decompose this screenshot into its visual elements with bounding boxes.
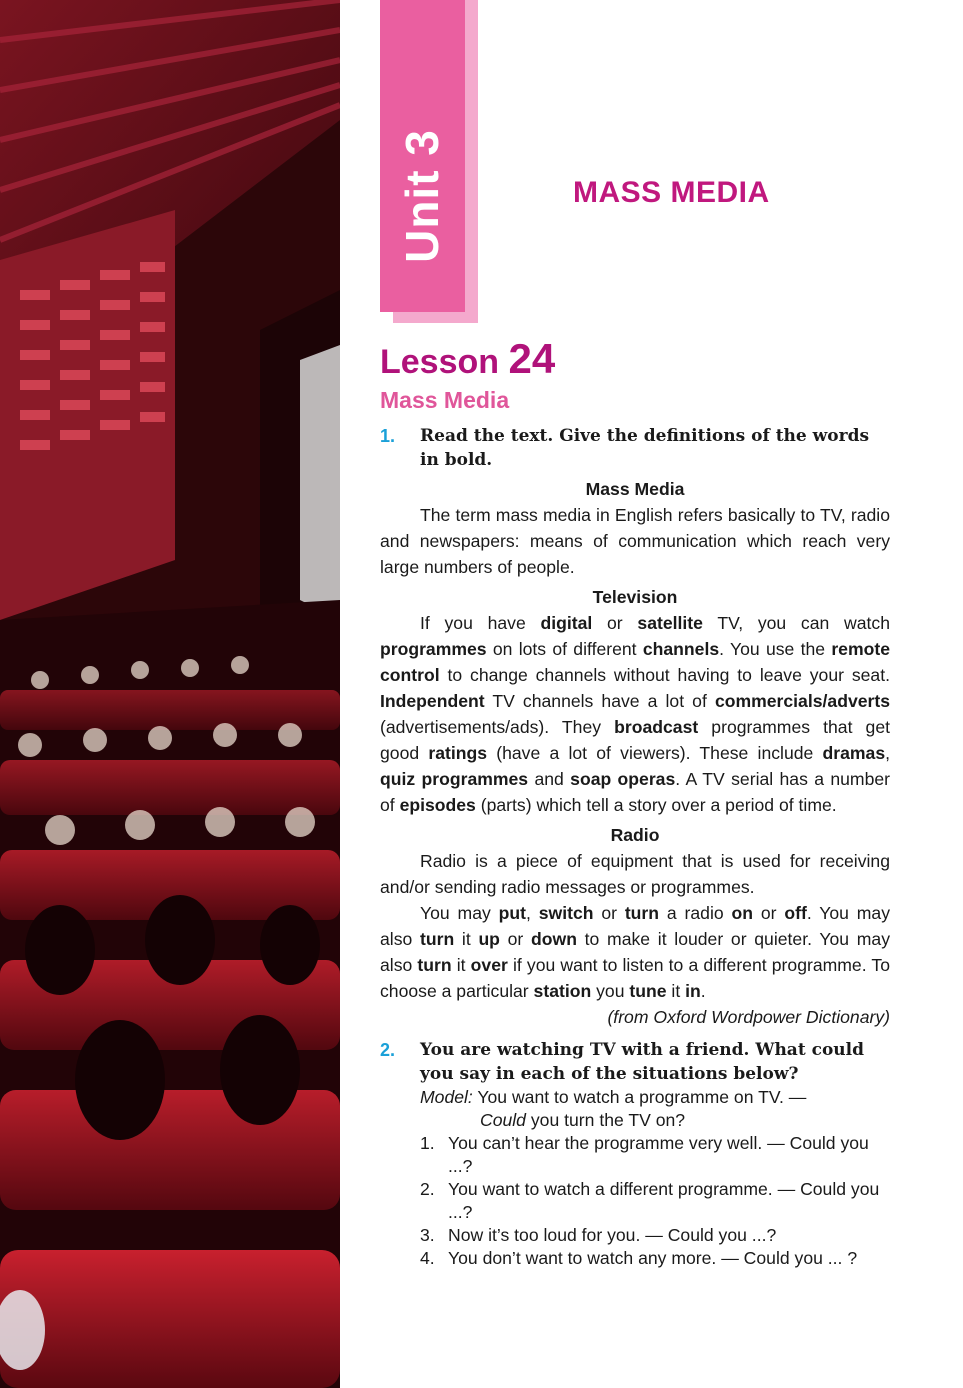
bold-term: down xyxy=(531,929,577,949)
cinema-illustration xyxy=(0,0,340,1388)
item-number: 1. xyxy=(420,1133,435,1153)
bold-term: channels xyxy=(642,639,720,659)
bold-term: Independent xyxy=(380,691,485,711)
list-item xyxy=(420,1247,890,1270)
task-number: 1. xyxy=(380,426,396,446)
lesson-heading xyxy=(380,335,555,383)
model-answer: you turn the TV on? xyxy=(525,1110,686,1130)
item-text: You want to watch a different programme. — Could you ...? xyxy=(448,1179,880,1222)
bold-term: episodes xyxy=(399,795,476,815)
bold-term: dramas xyxy=(822,743,886,763)
model-could: Could xyxy=(480,1110,526,1130)
bold-term: in xyxy=(685,981,701,1001)
lesson-word: Lesson xyxy=(380,343,500,381)
task-1-instruction xyxy=(380,424,890,472)
bold-term: put xyxy=(498,903,526,923)
bold-term: switch xyxy=(538,903,594,923)
task-text: You are watching TV with a friend. What could you say in each of the situations below? xyxy=(420,1040,864,1084)
model-line-2 xyxy=(420,1109,890,1132)
bold-term: programmes xyxy=(380,639,487,659)
bold-term: ratings xyxy=(428,743,488,763)
bold-term: turn xyxy=(417,955,452,975)
intro-paragraph: The term mass media in English refers basically to TV, radio and newspapers: means of communication which reach very large numbers of people. xyxy=(380,505,890,577)
bold-term: digital xyxy=(540,613,593,633)
item-text: Now it’s too loud for you. — Could you ...? xyxy=(448,1225,777,1245)
section-heading-television: Television xyxy=(592,587,678,607)
bold-term: station xyxy=(533,981,592,1001)
cinema-photo xyxy=(0,0,340,1388)
bold-term: remote control xyxy=(380,639,890,685)
model-line-1 xyxy=(420,1086,890,1109)
list-item xyxy=(420,1132,890,1178)
bold-term: quiz programmes xyxy=(380,769,529,789)
unit-label: Unit 3 xyxy=(396,129,448,263)
item-number: 2. xyxy=(420,1179,435,1199)
bold-term: soap operas xyxy=(570,769,676,789)
radio-paragraph-1: Radio is a piece of equipment that is used for receiving and/or sending radio messages or programmes. xyxy=(380,851,890,897)
radio-paragraph-2: You may put, switch or turn a radio on or off. You may also turn it up or down to make it louder or quieter. You may also turn it over if you want to listen to a different programme. To choose a particular station you tune it in. xyxy=(380,903,891,1001)
bold-term: turn xyxy=(624,903,660,923)
model-label: Model: xyxy=(420,1087,473,1107)
bold-term: off xyxy=(784,903,807,923)
task-text: Read the text. Give the definitions of the words in bold. xyxy=(420,426,870,470)
model-example xyxy=(380,1086,890,1132)
section-heading-radio: Radio xyxy=(610,825,660,845)
lesson-number: 24 xyxy=(508,335,556,382)
bold-term: tune xyxy=(629,981,667,1001)
list-item xyxy=(420,1224,890,1247)
bold-term: commercials/adverts xyxy=(714,691,890,711)
item-text: You can’t hear the programme very well. — Could you ...? xyxy=(448,1133,869,1176)
television-paragraph: If you have digital or satellite TV, you can watch programmes on lots of different channels. You use the remote control to change channels without having to leave your seat. Independent TV channels have a lot of commercials/adverts (advertisements/ads). They broadcast programmes that get good ratings (have a lot of viewers). These include dramas, quiz programmes and soap operas. A TV serial has a number of episodes (parts) which tell a story over a period of time. xyxy=(380,613,891,815)
bold-term: up xyxy=(478,929,500,949)
bold-term: satellite xyxy=(637,613,703,633)
lesson-subtitle: Mass Media xyxy=(380,387,510,413)
situations-list xyxy=(380,1132,890,1270)
task-2-instruction xyxy=(380,1038,890,1086)
source-citation: (from Oxford Wordpower Dictionary) xyxy=(607,1007,890,1027)
bold-term: turn xyxy=(420,929,455,949)
section-heading-mass-media: Mass Media xyxy=(585,479,685,499)
bold-term: over xyxy=(470,955,508,975)
task-number: 2. xyxy=(380,1040,396,1060)
model-sentence: You want to watch a programme on TV. — xyxy=(472,1087,807,1107)
item-number: 4. xyxy=(420,1248,435,1268)
bold-term: broadcast xyxy=(614,717,699,737)
item-text: You don’t want to watch any more. — Could you ... ? xyxy=(448,1248,858,1268)
unit-title: MASS MEDIA xyxy=(573,176,770,209)
list-item xyxy=(420,1178,890,1224)
lesson-content xyxy=(380,424,890,1270)
bold-term: on xyxy=(731,903,753,923)
item-number: 3. xyxy=(420,1225,435,1245)
